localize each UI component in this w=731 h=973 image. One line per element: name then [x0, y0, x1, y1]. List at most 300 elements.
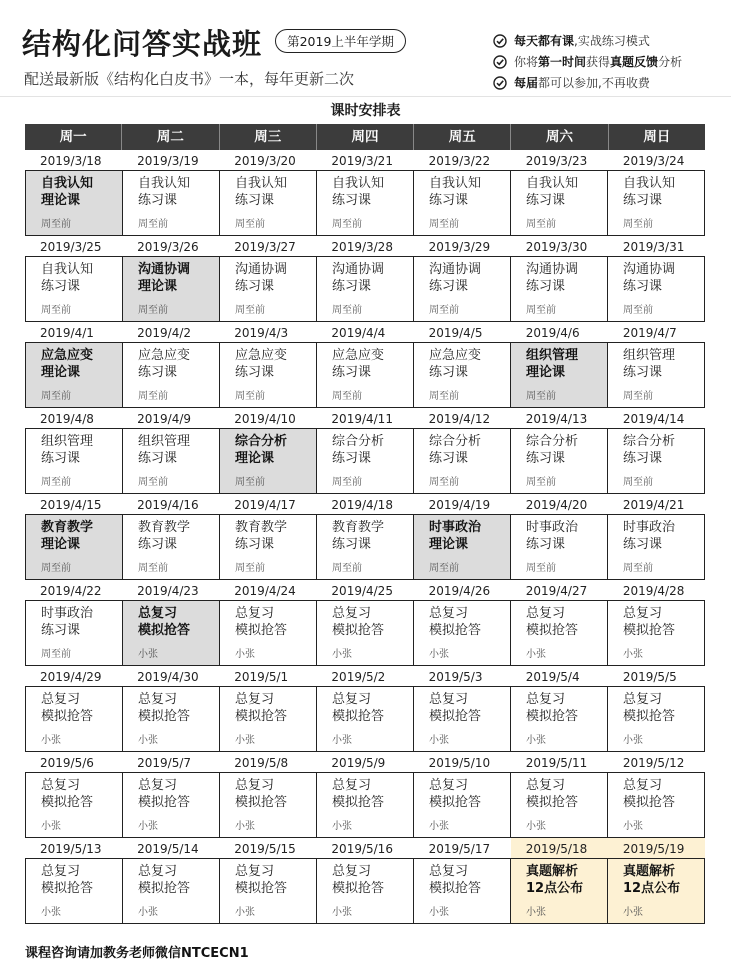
class-teacher: 周至前: [41, 391, 71, 402]
class-teacher: 周至前: [526, 563, 556, 574]
class-type: 练习课: [138, 193, 178, 208]
class-cell: [219, 687, 316, 751]
class-type: 练习课: [429, 365, 469, 380]
class-topic: 总复习: [429, 606, 469, 621]
date-row: [25, 666, 705, 686]
class-date: 2019/4/30: [137, 670, 199, 684]
class-type: 模拟抢答: [429, 623, 482, 638]
class-teacher: 小张: [526, 735, 546, 746]
class-row: [25, 514, 705, 580]
class-type: 练习课: [235, 365, 275, 380]
class-date: 2019/4/3: [234, 326, 289, 340]
class-date: 2019/4/24: [234, 584, 296, 598]
class-date: 2019/5/3: [428, 670, 483, 684]
class-type: 模拟抢答: [429, 881, 482, 896]
class-date: 2019/5/7: [137, 756, 192, 770]
feature-text: 分析: [658, 55, 683, 69]
class-topic: 综合分析: [429, 434, 482, 449]
class-date: 2019/4/7: [622, 326, 677, 340]
class-teacher: 小张: [332, 735, 352, 746]
class-cell: [413, 687, 510, 751]
class-date: 2019/3/28: [331, 240, 393, 254]
class-teacher: 小张: [623, 735, 643, 746]
class-row: [25, 428, 705, 494]
feature-item: [493, 51, 682, 72]
class-teacher: 周至前: [623, 219, 653, 230]
class-date: 2019/4/5: [428, 326, 483, 340]
date-row: [25, 150, 705, 170]
class-type: 练习课: [526, 193, 566, 208]
class-cell: [122, 343, 219, 407]
week-block: [25, 666, 705, 752]
class-type: 练习课: [623, 365, 663, 380]
class-type: 练习课: [429, 279, 469, 294]
class-type: 模拟抢答: [332, 795, 385, 810]
class-teacher: 小张: [41, 907, 61, 918]
class-cell: [26, 429, 122, 493]
class-date: 2019/3/18: [40, 154, 102, 168]
class-cell: [122, 773, 219, 837]
class-date: 2019/3/20: [234, 154, 296, 168]
class-date: 2019/4/14: [622, 412, 685, 426]
class-topic: 组织管理: [623, 348, 676, 363]
class-date: 2019/4/22: [40, 584, 102, 598]
class-row: [25, 858, 705, 924]
class-cell: [219, 343, 316, 407]
schedule-weeks: [25, 150, 705, 924]
class-type: 12点公布: [623, 881, 681, 896]
class-cell: [219, 257, 316, 321]
class-cell: [26, 859, 122, 923]
class-cell: [510, 601, 607, 665]
class-type: 模拟抢答: [41, 881, 94, 896]
class-topic: 沟通协调: [235, 262, 288, 277]
class-date: 2019/5/11: [525, 756, 588, 770]
class-cell: [26, 773, 122, 837]
class-date: 2019/4/6: [525, 326, 580, 340]
class-row: [25, 686, 705, 752]
check-circle-icon: [493, 55, 507, 69]
class-teacher: 小张: [332, 907, 352, 918]
class-date: 2019/4/15: [40, 498, 102, 512]
class-teacher: 周至前: [429, 477, 459, 488]
class-type: 练习课: [332, 365, 372, 380]
class-topic: 总复习: [41, 864, 81, 879]
class-date: 2019/5/10: [428, 756, 491, 770]
date-row: [25, 838, 705, 858]
class-teacher: 小张: [623, 907, 643, 918]
class-topic: 自我认知: [332, 176, 385, 191]
class-teacher: 周至前: [429, 219, 459, 230]
feature-item: [493, 72, 682, 93]
class-teacher: 小张: [623, 821, 643, 832]
class-date: 2019/3/30: [525, 240, 588, 254]
class-row: [25, 342, 705, 408]
class-date: 2019/3/24: [622, 154, 685, 168]
class-cell: [219, 773, 316, 837]
class-topic: 自我认知: [41, 262, 94, 277]
class-row: [25, 600, 705, 666]
class-topic: 应急应变: [138, 348, 191, 363]
feature-text: 获得: [586, 55, 611, 69]
class-type: 练习课: [332, 279, 372, 294]
class-cell: [413, 343, 510, 407]
class-teacher: 周至前: [623, 477, 653, 488]
class-type: 练习课: [235, 193, 275, 208]
class-date: 2019/4/16: [137, 498, 199, 512]
class-topic: 总复习: [429, 692, 469, 707]
class-topic: 自我认知: [429, 176, 482, 191]
class-cell: [607, 859, 704, 923]
class-topic: 总复习: [623, 606, 663, 621]
class-teacher: 周至前: [526, 305, 556, 316]
class-date: 2019/3/29: [428, 240, 491, 254]
class-type: 练习课: [332, 451, 372, 466]
class-topic: 综合分析: [332, 434, 385, 449]
class-type: 练习课: [235, 537, 275, 552]
class-cell: [607, 601, 704, 665]
class-cell: [26, 601, 122, 665]
class-topic: 时事政治: [41, 606, 94, 621]
class-topic: 沟通协调: [526, 262, 579, 277]
class-teacher: 小张: [41, 735, 61, 746]
class-teacher: 周至前: [41, 563, 71, 574]
class-topic: 沟通协调: [332, 262, 385, 277]
class-teacher: 周至前: [235, 219, 265, 230]
weekday-header: 周五: [413, 124, 510, 150]
class-type: 模拟抢答: [623, 795, 676, 810]
class-topic: 综合分析: [526, 434, 579, 449]
schedule-title: 课时安排表: [330, 103, 401, 119]
class-cell: [219, 859, 316, 923]
date-row: [25, 236, 705, 256]
weekday-header: 周六: [510, 124, 607, 150]
class-topic: 自我认知: [138, 176, 191, 191]
class-cell: [26, 687, 122, 751]
class-teacher: 小张: [235, 907, 255, 918]
class-teacher: 周至前: [429, 563, 459, 574]
class-cell: [316, 859, 413, 923]
class-topic: 应急应变: [429, 348, 482, 363]
header-divider: [0, 96, 731, 97]
class-cell: [510, 343, 607, 407]
class-teacher: 周至前: [235, 477, 265, 488]
class-topic: 组织管理: [138, 434, 191, 449]
class-topic: 总复习: [526, 778, 566, 793]
class-type: 模拟抢答: [623, 623, 676, 638]
class-topic: 总复习: [332, 864, 372, 879]
class-topic: 应急应变: [235, 348, 288, 363]
class-topic: 教育教学: [138, 520, 191, 535]
class-date: 2019/3/23: [525, 154, 588, 168]
class-cell: [122, 171, 219, 235]
date-row: [25, 408, 705, 428]
week-block: [25, 236, 705, 322]
class-date: 2019/4/19: [428, 498, 491, 512]
class-date: 2019/5/1: [234, 670, 289, 684]
class-cell: [122, 687, 219, 751]
class-type: 模拟抢答: [235, 881, 288, 896]
class-date: 2019/4/4: [331, 326, 386, 340]
class-cell: [413, 429, 510, 493]
class-teacher: 小张: [332, 649, 352, 660]
date-row: [25, 580, 705, 600]
class-topic: 总复习: [235, 864, 275, 879]
class-date: 2019/5/2: [331, 670, 386, 684]
class-type: 模拟抢答: [332, 623, 385, 638]
class-topic: 总复习: [429, 778, 469, 793]
weekday-header: 周二: [121, 124, 218, 150]
class-topic: 自我认知: [235, 176, 288, 191]
class-cell: [26, 343, 122, 407]
class-teacher: 周至前: [623, 305, 653, 316]
class-teacher: 小张: [138, 821, 158, 832]
class-topic: 教育教学: [41, 520, 94, 535]
semester-badge: 第2019上半年学期: [275, 29, 406, 53]
class-topic: 总复习: [623, 692, 663, 707]
class-topic: 自我认知: [526, 176, 579, 191]
class-date: 2019/5/5: [622, 670, 677, 684]
class-teacher: 周至前: [138, 305, 168, 316]
class-cell: [510, 687, 607, 751]
class-type: 练习课: [235, 279, 275, 294]
class-teacher: 周至前: [138, 391, 168, 402]
class-date: 2019/4/23: [137, 584, 199, 598]
class-type: 理论课: [138, 279, 178, 294]
class-cell: [607, 773, 704, 837]
class-teacher: 周至前: [41, 219, 71, 230]
check-circle-icon: [493, 34, 507, 48]
class-type: 练习课: [41, 279, 81, 294]
class-row: [25, 170, 705, 236]
class-teacher: 小张: [429, 735, 449, 746]
class-topic: 组织管理: [526, 348, 579, 363]
class-type: 理论课: [41, 193, 81, 208]
class-date: 2019/4/1: [40, 326, 94, 340]
class-cell: [26, 257, 122, 321]
class-topic: 总复习: [332, 692, 372, 707]
class-teacher: 小张: [138, 907, 158, 918]
class-date: 2019/4/26: [428, 584, 491, 598]
class-cell: [510, 515, 607, 579]
class-date: 2019/4/13: [525, 412, 588, 426]
page-subtitle: 配送最新版《结构化白皮书》一本，每年更新二次: [24, 70, 355, 88]
class-date: 2019/4/17: [234, 498, 296, 512]
class-teacher: 周至前: [429, 305, 459, 316]
class-type: 模拟抢答: [138, 881, 191, 896]
week-block: [25, 580, 705, 666]
class-cell: [607, 171, 704, 235]
class-topic: 总复习: [138, 778, 178, 793]
class-date: 2019/4/28: [622, 584, 685, 598]
class-teacher: 小张: [138, 649, 158, 660]
weekday-header: 周三: [219, 124, 316, 150]
class-topic: 沟通协调: [138, 262, 191, 277]
class-date: 2019/5/15: [234, 842, 296, 856]
class-date: 2019/3/26: [137, 240, 199, 254]
class-topic: 真题解析: [526, 864, 579, 879]
class-cell: [510, 257, 607, 321]
class-cell: [413, 773, 510, 837]
class-type: 模拟抢答: [138, 795, 191, 810]
weekday-header-row: [25, 124, 705, 150]
class-cell: [122, 257, 219, 321]
class-topic: 沟通协调: [429, 262, 482, 277]
week-block: [25, 322, 705, 408]
class-teacher: 周至前: [41, 649, 71, 660]
class-cell: [607, 687, 704, 751]
class-teacher: 周至前: [332, 477, 362, 488]
class-type: 练习课: [429, 451, 469, 466]
class-type: 练习课: [623, 193, 663, 208]
class-cell: [607, 515, 704, 579]
class-topic: 时事政治: [623, 520, 676, 535]
week-block: [25, 408, 705, 494]
class-cell: [316, 515, 413, 579]
class-teacher: 周至前: [623, 391, 653, 402]
class-row: [25, 772, 705, 838]
class-cell: [510, 773, 607, 837]
class-type: 理论课: [526, 365, 566, 380]
class-type: 模拟抢答: [526, 623, 579, 638]
feature-bold: 每天都有课: [514, 34, 575, 48]
class-cell: [316, 601, 413, 665]
feature-bold: 真题反馈: [610, 55, 659, 69]
class-type: 模拟抢答: [429, 709, 482, 724]
class-topic: 总复习: [526, 692, 566, 707]
class-date: 2019/3/19: [137, 154, 199, 168]
class-cell: [413, 171, 510, 235]
class-topic: 总复习: [235, 692, 275, 707]
class-topic: 教育教学: [332, 520, 385, 535]
class-cell: [219, 429, 316, 493]
class-teacher: 小张: [235, 735, 255, 746]
class-teacher: 周至前: [235, 391, 265, 402]
class-type: 练习课: [623, 451, 663, 466]
class-teacher: 小张: [235, 821, 255, 832]
class-topic: 教育教学: [235, 520, 288, 535]
class-date: 2019/4/9: [137, 412, 192, 426]
class-teacher: 小张: [138, 735, 158, 746]
class-teacher: 周至前: [332, 219, 362, 230]
class-type: 理论课: [41, 365, 81, 380]
class-cell: [413, 257, 510, 321]
class-date: 2019/5/4: [525, 670, 580, 684]
class-type: 练习课: [526, 451, 566, 466]
class-date: 2019/3/21: [331, 154, 393, 168]
class-date: 2019/4/18: [331, 498, 393, 512]
class-type: 练习课: [526, 537, 566, 552]
class-topic: 时事政治: [526, 520, 579, 535]
class-type: 练习课: [138, 365, 178, 380]
class-topic: 总复习: [235, 606, 275, 621]
class-type: 模拟抢答: [138, 709, 191, 724]
class-type: 练习课: [429, 193, 469, 208]
class-teacher: 小张: [429, 821, 449, 832]
schedule-table: [25, 124, 705, 924]
class-date: 2019/4/12: [428, 412, 491, 426]
class-type: 模拟抢答: [235, 623, 288, 638]
feature-text: 都可以参加,不再收费: [538, 76, 650, 90]
class-date: 2019/4/11: [331, 412, 393, 426]
class-type: 理论课: [235, 451, 275, 466]
class-cell: [122, 429, 219, 493]
class-teacher: 小张: [41, 821, 61, 832]
class-date: 2019/3/25: [40, 240, 102, 254]
class-topic: 总复习: [235, 778, 275, 793]
class-cell: [316, 257, 413, 321]
class-teacher: 周至前: [623, 563, 653, 574]
date-row: [25, 494, 705, 514]
class-type: 模拟抢答: [332, 709, 385, 724]
class-type: 练习课: [623, 537, 663, 552]
class-cell: [122, 515, 219, 579]
date-row: [25, 322, 705, 342]
class-date: 2019/4/25: [331, 584, 393, 598]
feature-text: 你将: [514, 55, 539, 69]
class-topic: 综合分析: [235, 434, 288, 449]
class-date: 2019/5/18: [511, 838, 608, 858]
class-teacher: 小张: [429, 649, 449, 660]
class-cell: [219, 601, 316, 665]
class-cell: [122, 859, 219, 923]
class-teacher: 小张: [429, 907, 449, 918]
weekday-header: 周日: [608, 124, 705, 150]
class-date: 2019/5/13: [40, 842, 102, 856]
class-cell: [26, 515, 122, 579]
class-date: 2019/5/16: [331, 842, 393, 856]
weekday-header: 周四: [316, 124, 413, 150]
check-circle-icon: [493, 76, 507, 90]
week-block: [25, 494, 705, 580]
class-topic: 自我认知: [623, 176, 676, 191]
class-teacher: 周至前: [526, 219, 556, 230]
class-date: 2019/4/2: [137, 326, 192, 340]
class-type: 理论课: [429, 537, 469, 552]
class-topic: 沟通协调: [623, 262, 676, 277]
class-type: 模拟抢答: [41, 709, 94, 724]
class-type: 模拟抢答: [138, 623, 191, 638]
class-type: 练习课: [41, 623, 81, 638]
week-block: [25, 838, 705, 924]
class-topic: 应急应变: [332, 348, 385, 363]
class-type: 练习课: [41, 451, 81, 466]
class-teacher: 周至前: [526, 477, 556, 488]
class-date: 2019/4/20: [525, 498, 588, 512]
class-teacher: 小张: [526, 649, 546, 660]
class-teacher: 周至前: [138, 477, 168, 488]
class-topic: 总复习: [332, 778, 372, 793]
class-topic: 总复习: [138, 606, 178, 621]
class-teacher: 周至前: [138, 219, 168, 230]
class-topic: 总复习: [138, 864, 178, 879]
class-cell: [607, 343, 704, 407]
class-topic: 时事政治: [429, 520, 482, 535]
class-cell: [316, 429, 413, 493]
class-topic: 综合分析: [623, 434, 676, 449]
class-topic: 真题解析: [623, 864, 676, 879]
class-teacher: 周至前: [41, 305, 71, 316]
class-date: 2019/5/12: [622, 756, 685, 770]
class-cell: [510, 859, 607, 923]
class-date: 2019/4/29: [40, 670, 102, 684]
class-date: 2019/4/8: [40, 412, 94, 426]
class-topic: 总复习: [429, 864, 469, 879]
class-cell: [122, 601, 219, 665]
class-date: 2019/4/10: [234, 412, 296, 426]
class-type: 模拟抢答: [332, 881, 385, 896]
class-date: 2019/4/21: [622, 498, 685, 512]
